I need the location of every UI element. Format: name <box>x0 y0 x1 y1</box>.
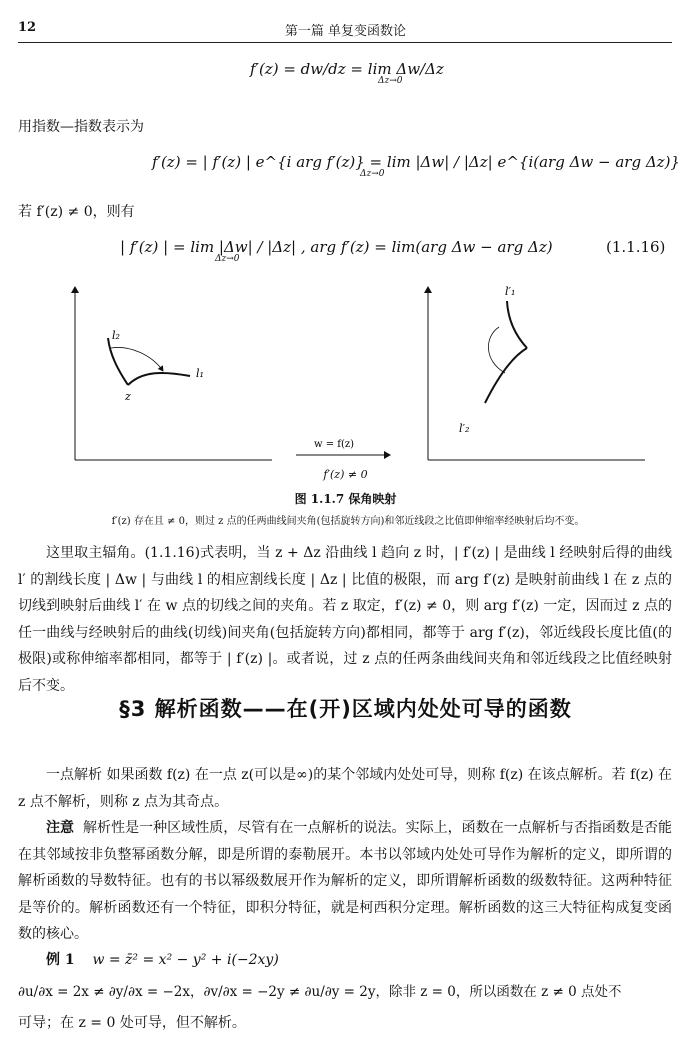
equation-derivative: f′(z) = dw/dz = lim Δw/Δz Δz→0 <box>250 60 444 86</box>
section-title: §3 解析函数——在(开)区域内处处可导的函数 <box>119 697 572 721</box>
paragraph-main-argument: 这里取主辐角。(1.1.16)式表明，当 z + Δz 沿曲线 l 趋向 z 时，| f′(z) | 是曲线 l 经映射后得的曲线 l′ 的割线长度 | Δw | 与曲线 l 的相应割线长度 | Δz | 比值的极限，而 arg f′(z) 是映射前曲线 l 在 z 点的切线到映射后曲线 l′ 在 w 点的切线之间的夹角。若 z 取定，f′(z) ≠ 0，则 arg f′(z) 一定，因而过 z 点的任一曲线与经映射后的曲线(切线)间夹角(包括旋转方向)都相同，都等于 arg f′(z)，邻近线段长度比值(的极限)或称伸缩率都相同，都等于 | f′(z) |。或者说，过 z 点的任两条曲线间夹角和邻近线段之比值经映射后不变。 <box>18 545 672 694</box>
label-z: z <box>125 390 131 403</box>
example-conclusion: 可导；在 z = 0 处可导，但不解析。 <box>18 1015 246 1031</box>
example-label: 例 1 <box>46 952 75 968</box>
paragraph-note <box>18 815 672 948</box>
note-body: 解析性是一种区域性质，尽管有在一点解析的说法。实际上，函数在一点解析与否指函数是否能在其邻域按非负整幂函数分解，即是所谓的泰勒展开。本书以邻域内处处可导作为解析的定义，即所谓的解析函数的导数特征。也有的书以幂级数展开作为解析的定义，即所谓解析函数的级数特征。这两种特征是等价的。解析函数还有一个特征，即积分特征，就是柯西积分定理。解析函数的这三大特征构成复变函数的核心。 <box>18 820 673 942</box>
label-l1-prime: l′₁ <box>505 285 516 298</box>
text-exponential-form: 用指数—指数表示为 <box>18 119 144 135</box>
curve-l1 <box>128 373 190 385</box>
example-formula: w = z̄² = x² − y² + i(−2xy) <box>92 952 279 968</box>
text-if-nonzero: 若 f′(z) ≠ 0，则有 <box>18 204 135 220</box>
equation-exponential: f′(z) = | f′(z) | e^{i arg f′(z)} = lim |Δw| / |Δz| e^{i(arg Δw − arg Δz)} Δz→0 <box>152 153 680 179</box>
curve-l2-prime <box>485 348 527 403</box>
angle-arc-left <box>111 347 163 371</box>
figure-caption: 图 1.1.7 保角映射 <box>294 492 397 506</box>
angle-arc-right <box>488 327 505 373</box>
label-l2: l₂ <box>112 329 120 342</box>
label-l1: l₁ <box>196 367 204 380</box>
header-rule <box>18 42 672 43</box>
example-line <box>46 949 279 969</box>
label-l2-prime: l′₂ <box>459 422 470 435</box>
label-mapping: w = f(z) <box>314 439 355 450</box>
paragraph-point-analytic: 一点解析 如果函数 f(z) 在一点 z(可以是∞)的某个邻域内处处可导，则称 f(z) 在该点解析。若 f(z) 在 z 点不解析，则称 z 点为其奇点。 <box>18 767 673 810</box>
condition-label: f′(z) ≠ 0 <box>323 468 368 481</box>
limit-subscript: Δz→0 <box>378 76 403 86</box>
curve-l1-prime <box>507 301 527 348</box>
figure-note: f′(z) 存在且 ≠ 0，则过 z 点的任两曲线间夹角(包括旋转方向)和邻近线段之比值即伸缩率经映射后均不变。 <box>111 516 585 527</box>
limit-subscript: Δz→0 <box>360 169 385 179</box>
equation-number: (1.1.16) <box>606 238 666 256</box>
curve-l2 <box>108 338 128 385</box>
running-title: 第一篇 单复变函数论 <box>284 24 407 39</box>
note-lead: 注意 <box>46 820 75 836</box>
page-number: 12 <box>18 20 37 35</box>
example-partial-derivatives: ∂u/∂x = 2x ≠ ∂y/∂x = −2x，∂v/∂x = −2y ≠ ∂u/∂y = 2y，除非 z = 0，所以函数在 z ≠ 0 点处不 <box>18 984 622 1000</box>
limit-subscript: Δz→0 <box>215 254 240 264</box>
equation-modulus-argument: | f′(z) | = lim |Δw| / |Δz| , arg f′(z) = lim(arg Δw − arg Δz) Δz→0 <box>120 238 553 264</box>
